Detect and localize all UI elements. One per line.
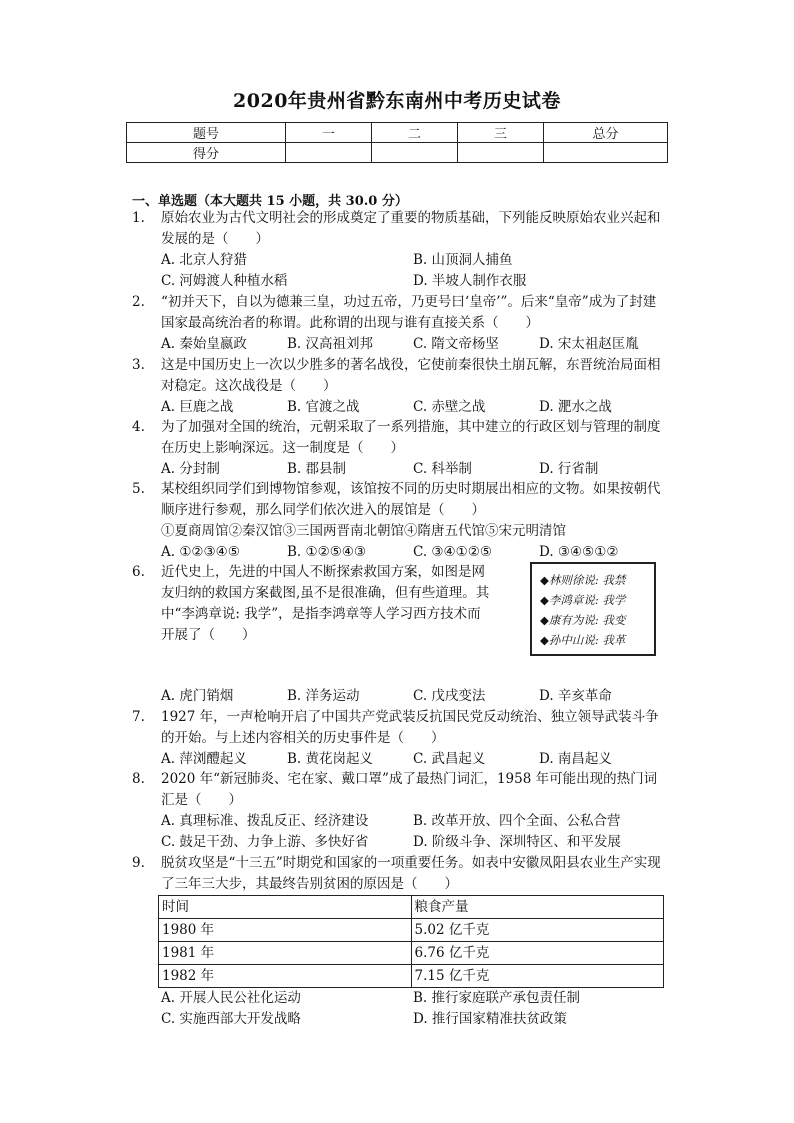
- question-stem: 原始农业为古代文明社会的形成奠定了重要的物质基础，下列能反映原始农业兴起和发展的是（ ）: [161, 210, 661, 247]
- score-table: [126, 122, 668, 163]
- option-c: C. 科举制: [413, 461, 472, 477]
- option-list: [161, 459, 668, 480]
- option-d: D. 阶级斗争、深圳特区、和平发展: [413, 834, 621, 850]
- cartoon-line: ◆孙中山说: 我革: [540, 633, 626, 647]
- option-b: B. ①②⑤④③: [287, 544, 367, 560]
- option-a: A. 分封制: [161, 461, 220, 477]
- score-header-cell: 一: [286, 123, 372, 143]
- grain-cell: 6.76 亿千克: [411, 942, 664, 965]
- score-cell: [458, 143, 544, 163]
- question-7: [132, 707, 668, 770]
- option-list: [161, 686, 668, 707]
- question-stem: 2020 年“新冠肺炎、宅在家、戴口罩”成了最热门词汇，1958 年可能出现的热门词汇是（ ）: [161, 771, 658, 808]
- option-a: A. ①②③④⑤: [161, 544, 240, 560]
- score-cell: [286, 143, 372, 163]
- option-a: A. 秦始皇嬴政: [161, 336, 247, 352]
- score-cell: [544, 143, 668, 163]
- score-header-cell: 题号: [127, 123, 286, 143]
- option-b: B. 官渡之战: [287, 399, 360, 415]
- question-4: [132, 417, 668, 480]
- option-b: B. 推行家庭联产承包责任制: [413, 990, 581, 1006]
- grain-header-cell: 粮食产量: [411, 896, 664, 919]
- question-number: 9.: [132, 855, 145, 871]
- option-a: A. 巨鹿之战: [161, 399, 234, 415]
- question-material: ①夏商周馆②秦汉馆③三国两晋南北朝馆④隋唐五代馆⑤宋元明清馆: [161, 523, 566, 539]
- option-a: A. 萍浏醴起义: [161, 751, 247, 767]
- option-c: C. 隋文帝杨坚: [413, 336, 499, 352]
- question-stem: “初并天下，自以为德兼三皇，功过五帝，乃更号曰‘皇帝’”。后来“皇帝”成为了封建国家最高统治者的称谓。此称谓的出现与谁有直接关系（ ）: [161, 294, 657, 331]
- score-header-cell: 总分: [544, 123, 668, 143]
- grain-cell: 7.15 亿千克: [411, 965, 664, 988]
- grain-table-row: [159, 919, 664, 942]
- question-5: [132, 479, 668, 563]
- grain-production-table: [158, 895, 664, 988]
- option-b: B. 山顶洞人捕鱼: [413, 252, 513, 268]
- option-c: C. 河姆渡人种植水稻: [161, 273, 288, 289]
- option-a: A. 真理标准、拨乱反正、经济建设: [161, 813, 369, 829]
- grain-cell: 1980 年: [159, 919, 412, 942]
- question-9: [132, 853, 668, 1030]
- grain-cell: 5.02 亿千克: [411, 919, 664, 942]
- option-d: D. 南昌起义: [539, 751, 612, 767]
- cartoon-line: ◆李鸿章说: 我学: [540, 593, 626, 607]
- question-8: [132, 769, 668, 853]
- option-a: A. 虎门销烟: [161, 688, 234, 704]
- option-list: [161, 749, 668, 770]
- grain-cell: 1981 年: [159, 942, 412, 965]
- question-stem: 这是中国历史上一次以少胜多的著名战役，它使前秦很快土崩瓦解，东晋统治局面相对稳定。这次战役是（ ）: [161, 357, 661, 394]
- score-table-score-row: [127, 143, 668, 163]
- option-b: B. 黄花岗起义: [287, 751, 374, 767]
- page-title: 2020年贵州省黔东南州中考历史试卷: [233, 90, 561, 112]
- option-d: D. 行省制: [539, 461, 599, 477]
- question-stem: 为了加强对全国的统治，元朝采取了一系列措施，其中建立的行政区划与管理的制度在历史上影响深远。这一制度是（ ）: [161, 419, 661, 456]
- score-table-header-row: [127, 123, 668, 143]
- question-1: [132, 208, 668, 292]
- option-c: C. 武昌起义: [413, 751, 486, 767]
- option-c: C. 赤壁之战: [413, 399, 486, 415]
- option-d: D. 半坡人制作衣服: [413, 273, 527, 289]
- option-d: D. 淝水之战: [539, 399, 612, 415]
- grain-table-row: [159, 965, 664, 988]
- question-stem: 某校组织同学们到博物馆参观，该馆按不同的历史时期展出相应的文物。如果按朝代顺序进行参观，那么同学们依次进入的展馆是（ ）: [161, 481, 661, 518]
- option-c: C. 实施西部大开发战略: [161, 1011, 301, 1027]
- question-number: 5.: [132, 481, 145, 497]
- grain-header-cell: 时间: [159, 896, 412, 919]
- option-b: B. 郡县制: [287, 461, 347, 477]
- question-3: [132, 355, 668, 418]
- question-number: 7.: [132, 709, 145, 725]
- score-row-label: 得分: [127, 143, 286, 163]
- option-b: B. 汉高祖刘邦: [287, 336, 374, 352]
- option-a: A. 北京人狩猎: [161, 252, 247, 268]
- score-cell: [372, 143, 458, 163]
- question-6-options: [132, 686, 668, 707]
- option-d: D. ③④⑤①②: [539, 544, 619, 560]
- question-stem: 脱贫攻坚是“十三五”时期党和国家的一项重要任务。如表中安徽凤阳县农业生产实现了三年三大步，其最终告别贫困的原因是（ ）: [161, 855, 661, 892]
- grain-table-header-row: [159, 896, 664, 919]
- question-number: 8.: [132, 771, 145, 787]
- score-header-cell: 三: [458, 123, 544, 143]
- option-d: D. 宋太祖赵匡胤: [539, 336, 639, 352]
- cartoon-line: ◆林则徐说: 我禁: [540, 573, 626, 587]
- option-c: C. ③④①②⑤: [413, 544, 492, 560]
- section-title: 一、单选题（本大题共 15 小题，共 30.0 分）: [132, 194, 408, 209]
- question-number: 2.: [132, 294, 145, 310]
- score-header-cell: 二: [372, 123, 458, 143]
- option-c: C. 鼓足干劲、力争上游、多快好省: [161, 834, 369, 850]
- option-list: [161, 811, 668, 853]
- grain-cell: 1982 年: [159, 965, 412, 988]
- question-number: 1.: [132, 210, 145, 226]
- option-list: [161, 988, 668, 1030]
- option-b: B. 洋务运动: [287, 688, 360, 704]
- question-stem: 1927 年，一声枪响开启了中国共产党武装反抗国民党反动统治、独立领导武装斗争的开始。与上述内容相关的历史事件是（ ）: [161, 709, 659, 746]
- option-d: D. 推行国家精准扶贫政策: [413, 1011, 567, 1027]
- option-d: D. 辛亥革命: [539, 688, 612, 704]
- question-2: [132, 292, 668, 355]
- option-list: [161, 250, 668, 292]
- option-list: [161, 542, 668, 563]
- option-list: [161, 397, 668, 418]
- question-number: 4.: [132, 419, 145, 435]
- option-c: C. 戊戌变法: [413, 688, 486, 704]
- question-stem: 近代史上，先进的中国人不断探索救国方案，如图是网友归纳的救国方案截图,虽不是很准确，但有些道理。其中“李鸿章说: 我学”，是指李鸿章等人学习西方技术而开展了（ ）: [161, 564, 490, 643]
- option-a: A. 开展人民公社化运动: [161, 990, 301, 1006]
- question-number: 6.: [132, 564, 145, 580]
- cartoon-screenshot: [530, 562, 656, 656]
- option-b: B. 改革开放、四个全面、公私合营: [413, 813, 621, 829]
- question-number: 3.: [132, 357, 145, 373]
- option-list: [161, 334, 668, 355]
- cartoon-line: ◆康有为说: 我变: [540, 613, 626, 627]
- grain-table-row: [159, 942, 664, 965]
